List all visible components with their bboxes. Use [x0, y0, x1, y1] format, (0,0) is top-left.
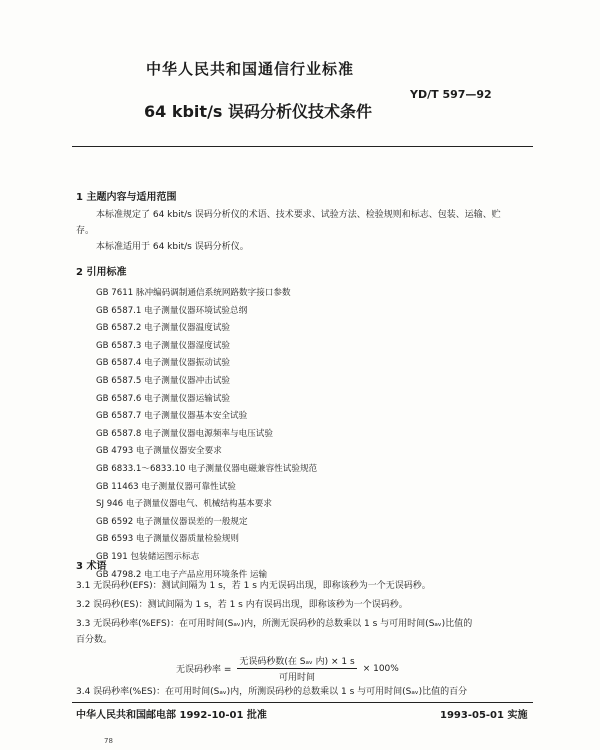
- approval-info: 中华人民共和国邮电部 1992-10-01 批准: [76, 710, 267, 721]
- reference-standards-list: [96, 286, 317, 585]
- reference-item: SJ 946 电子测量仪器电气、机械结构基本要求: [96, 499, 272, 510]
- term-3-3-line-1: 3.3 无误码秒率(%EFS)：在可用时间(Sₐᵥ)内，所测无误码秒的总数乘以 1 s 与可用时间(Sₐᵥ)比值的: [76, 619, 473, 629]
- standard-category-title: 中华人民共和国通信行业标准: [146, 60, 355, 78]
- section-2-heading: 2 引用标准: [76, 267, 127, 278]
- reference-item: GB 7611 脉冲编码调制通信系统网路数字接口参数: [96, 288, 291, 298]
- term-3-2: 3.2 误码秒(ES)：测试间隔为 1 s，若 1 s 内有误码出现，即称该秒为一个误码秒。: [76, 600, 408, 610]
- footer-divider: [72, 702, 533, 703]
- reference-item: GB 6587.6 电子测量仪器运输试验: [96, 393, 231, 404]
- reference-item: GB 6592 电子测量仪器误差的一般规定: [96, 516, 248, 527]
- section-3-heading: 3 术语: [76, 561, 107, 572]
- document-title: 64 kbit/s 误码分析仪技术条件: [144, 102, 373, 121]
- page-number: 78: [104, 737, 113, 745]
- section-1-para-1-line-1: 本标准规定了 64 kbit/s 误码分析仪的术语、技术要求、试验方法、检验规则和标志、包装、运输、贮: [96, 210, 501, 220]
- reference-item: GB 6587.5 电子测量仪器冲击试验: [96, 375, 231, 386]
- reference-item: GB 4793 电子测量仪器安全要求: [96, 446, 222, 457]
- reference-item: GB 4798.2 电工电子产品应用环境条件 运输: [96, 569, 268, 580]
- term-3-1: 3.1 无误码秒(EFS)：测试间隔为 1 s，若 1 s 内无误码出现，即称该秒为一个无误码秒。: [76, 581, 431, 591]
- reference-item: GB 191 包装储运图示标志: [96, 551, 200, 562]
- effective-date: 1993-05-01 实施: [440, 710, 528, 721]
- reference-item: GB 6833.1～6833.10 电子测量仪器电磁兼容性试验规范: [96, 463, 318, 474]
- reference-item: GB 6587.2 电子测量仪器温度试验: [96, 323, 231, 334]
- section-1-heading: 1 主题内容与适用范围: [76, 192, 177, 203]
- reference-item: GB 6593 电子测量仪器质量检验规则: [96, 534, 240, 545]
- reference-item: GB 6587.4 电子测量仪器振动试验: [96, 358, 231, 369]
- reference-item: GB 6587.1 电子测量仪器环境试验总纲: [96, 305, 248, 316]
- reference-item: GB 6587.8 电子测量仪器电源频率与电压试验: [96, 428, 273, 439]
- formula-denominator: 可用时间: [279, 673, 316, 683]
- section-1-para-2: 本标准适用于 64 kbit/s 误码分析仪。: [96, 242, 249, 252]
- reference-item: GB 6587.7 电子测量仪器基本安全试验: [96, 411, 248, 422]
- reference-item: GB 6587.3 电子测量仪器湿度试验: [96, 340, 231, 351]
- section-1-para-1-line-2: 存。: [76, 226, 95, 236]
- formula-fraction: [237, 654, 356, 683]
- efs-rate-formula: [176, 654, 399, 683]
- formula-multiplier: × 100%: [362, 663, 399, 674]
- formula-lhs: 无误码秒率 =: [176, 665, 232, 675]
- standard-code: YD/T 597—92: [410, 88, 492, 101]
- formula-numerator: 无误码秒数(在 Sₐᵥ 内) × 1 s: [237, 654, 356, 669]
- term-3-3-line-2: 百分数。: [76, 635, 113, 645]
- reference-item: GB 11463 电子测量仪器可靠性试验: [96, 481, 236, 492]
- term-3-4: 3.4 误码秒率(%ES)：在可用时间(Sₐᵥ)内，所测误码秒的总数乘以 1 s 与可用时间(Sₐᵥ)比值的百分: [76, 687, 468, 697]
- header-divider: [72, 146, 533, 147]
